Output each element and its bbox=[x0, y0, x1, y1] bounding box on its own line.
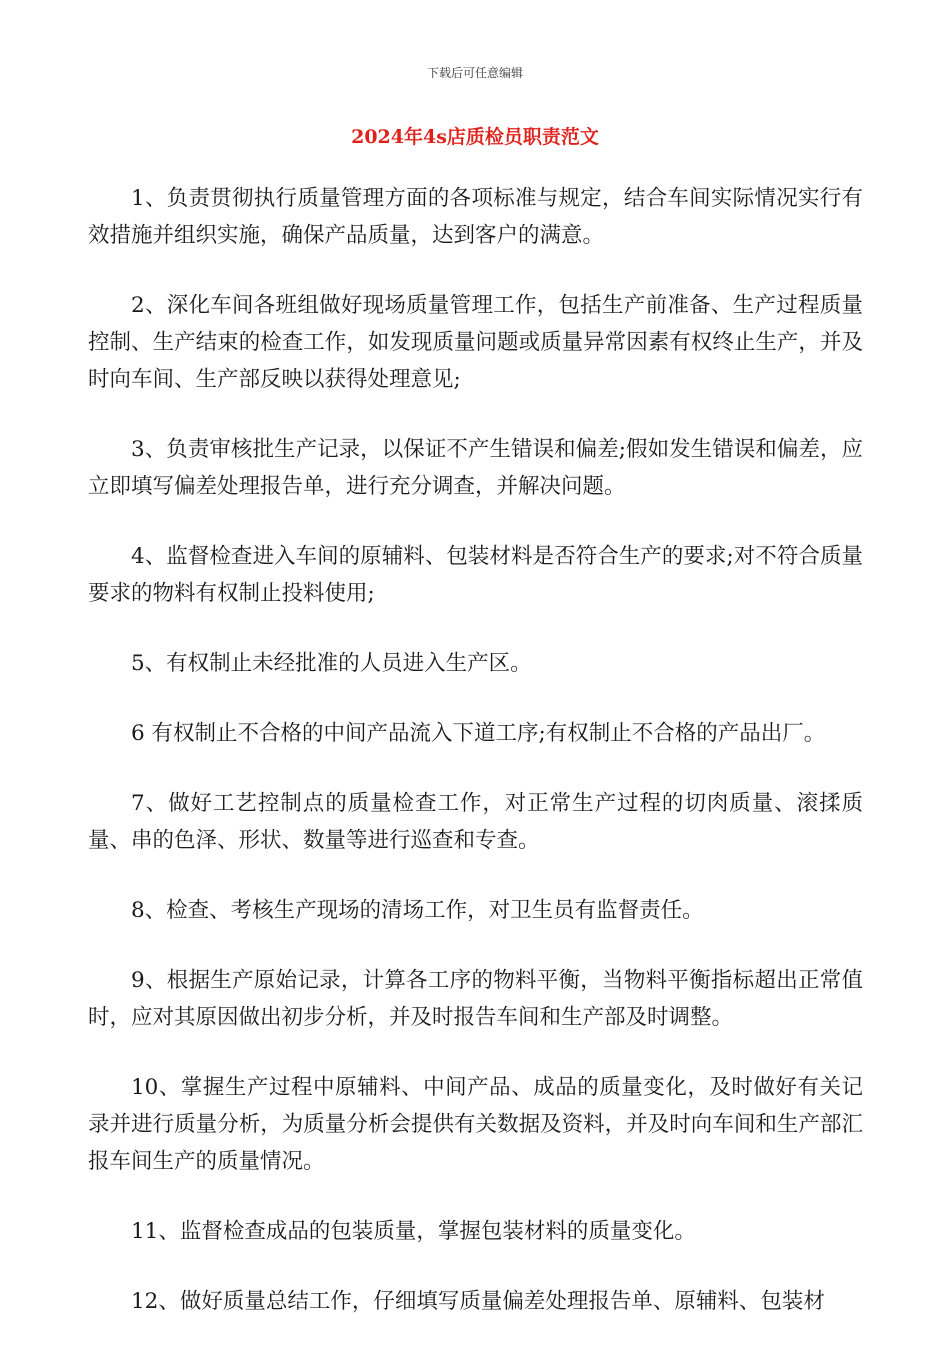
paragraph-12: 12、做好质量总结工作，仔细填写质量偏差处理报告单、原辅料、包装材 bbox=[131, 1289, 825, 1314]
paragraph-1: 1、负责贯彻执行质量管理方面的各项标准与规定，结合车间实际情况实行有效措施并组织实施，确保产品质量，达到客户的满意。 bbox=[88, 186, 863, 248]
header-note: 下载后可任意编辑 bbox=[426, 66, 523, 80]
paragraph-4: 4、监督检查进入车间的原辅料、包装材料是否符合生产的要求;对不符合质量要求的物料有权制止投料使用; bbox=[88, 544, 863, 606]
paragraph-2: 2、深化车间各班组做好现场质量管理工作，包括生产前准备、生产过程质量控制、生产结束的检查工作，如发现质量问题或质量异常因素有权终止生产，并及时向车间、生产部反映以获得处理意见; bbox=[88, 293, 863, 392]
paragraph-9: 9、根据生产原始记录，计算各工序的物料平衡，当物料平衡指标超出正常值时，应对其原因做出初步分析，并及时报告车间和生产部及时调整。 bbox=[88, 968, 863, 1030]
document-body bbox=[88, 180, 863, 1353]
paragraph-5: 5、有权制止未经批准的人员进入生产区。 bbox=[131, 651, 532, 676]
paragraph-11: 11、监督检查成品的包装质量，掌握包装材料的质量变化。 bbox=[131, 1219, 696, 1244]
paragraph-7: 7、做好工艺控制点的质量检查工作，对正常生产过程的切肉质量、滚揉质量、串的色泽、形状、数量等进行巡查和专查。 bbox=[88, 791, 863, 853]
paragraph-6: 6 有权制止不合格的中间产品流入下道工序;有权制止不合格的产品出厂。 bbox=[131, 721, 826, 746]
paragraph-3: 3、负责审核批生产记录，以保证不产生错误和偏差;假如发生错误和偏差，应立即填写偏差处理报告单，进行充分调查，并解决问题。 bbox=[88, 437, 863, 499]
document-title: 2024年4s店质检员职责范文 bbox=[351, 126, 599, 148]
paragraph-10: 10、掌握生产过程中原辅料、中间产品、成品的质量变化，及时做好有关记录并进行质量分析，为质量分析会提供有关数据及资料，并及时向车间和生产部汇报车间生产的质量情况。 bbox=[88, 1075, 863, 1174]
paragraph-8: 8、检查、考核生产现场的清场工作，对卫生员有监督责任。 bbox=[131, 898, 704, 923]
